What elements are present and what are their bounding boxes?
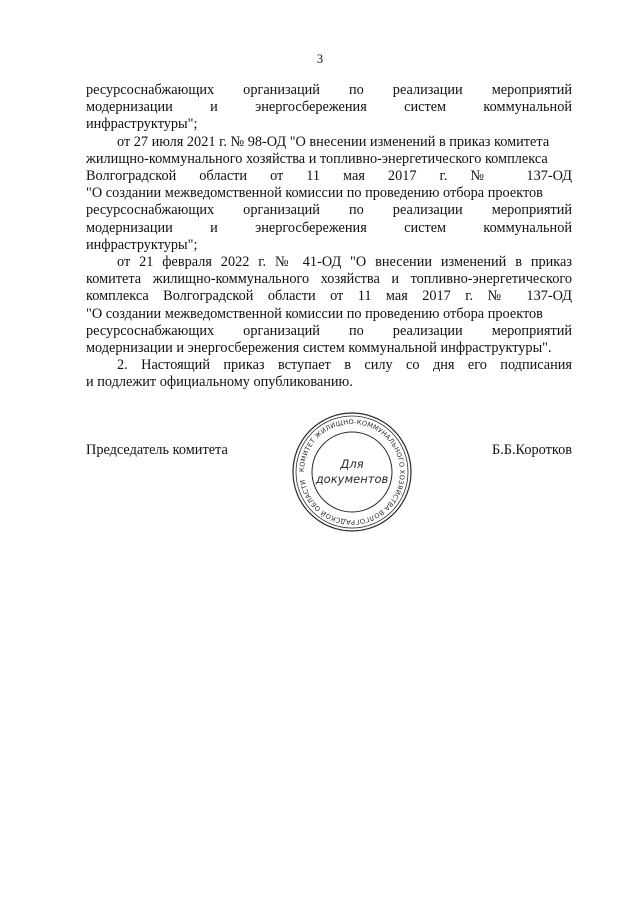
paragraph: [86, 357, 572, 391]
stamp-center-line2: документов: [315, 472, 389, 486]
text-line: модернизации и энергосбережения систем коммунальной инфраструктуры".: [86, 340, 552, 357]
text-line: комитета жилищно-коммунального хозяйства и топливно-энергетического: [86, 271, 572, 288]
text-line: ресурсоснабжающих организаций по реализации мероприятий: [86, 202, 572, 219]
document-body: [86, 82, 572, 392]
stamp-center-line1: Для: [340, 457, 364, 471]
official-stamp: [290, 410, 414, 534]
text-line: 2. Настоящий приказ вступает в силу со дня его подписания: [117, 357, 572, 374]
text-line: "О создании межведомственной комиссии по проведению отбора проектов: [86, 305, 543, 322]
text-line: инфраструктуры";: [86, 236, 198, 253]
signatory-name: Б.Б.Коротков: [491, 442, 572, 458]
text-line: жилищно-коммунального хозяйства и топливно-энергетического комплекса: [86, 150, 548, 167]
paragraph: [86, 134, 572, 254]
text-line: комплекса Волгоградской области от 11 мая 2017 г. № 137-ОД: [86, 288, 572, 305]
text-line: ресурсоснабжающих организаций по реализации мероприятий: [86, 82, 572, 98]
paragraph: [86, 254, 572, 357]
signatory-title: Председатель комитета: [86, 442, 228, 458]
text-line: Волгоградской области от 11 мая 2017 г. № 137-ОД: [86, 168, 572, 185]
paragraph: [86, 82, 572, 134]
stamp-ring-text: КОМИТЕТ ЖИЛИЩНО-КОММУНАЛЬНОГО ХОЗЯЙСТВА ВОЛГОГРАДСКОЙ ОБЛАСТИ: [297, 417, 407, 527]
text-line: модернизации и энергосбережения систем коммунальной: [86, 99, 572, 116]
text-line: от 21 февраля 2022 г. № 41-ОД "О внесении изменений в приказ: [117, 254, 572, 271]
stamp-seal-icon: [290, 410, 414, 534]
text-line: от 27 июля 2021 г. № 98-ОД "О внесении изменений в приказ комитета: [117, 133, 550, 150]
text-line: модернизации и энергосбережения систем коммунальной: [86, 219, 572, 236]
text-line: "О создании межведомственной комиссии по проведению отбора проектов: [86, 185, 543, 202]
text-line: и подлежит официальному опубликованию.: [86, 374, 353, 391]
text-line: инфраструктуры";: [86, 116, 198, 133]
text-line: ресурсоснабжающих организаций по реализации мероприятий: [86, 322, 572, 339]
page-number: 3: [316, 52, 324, 66]
